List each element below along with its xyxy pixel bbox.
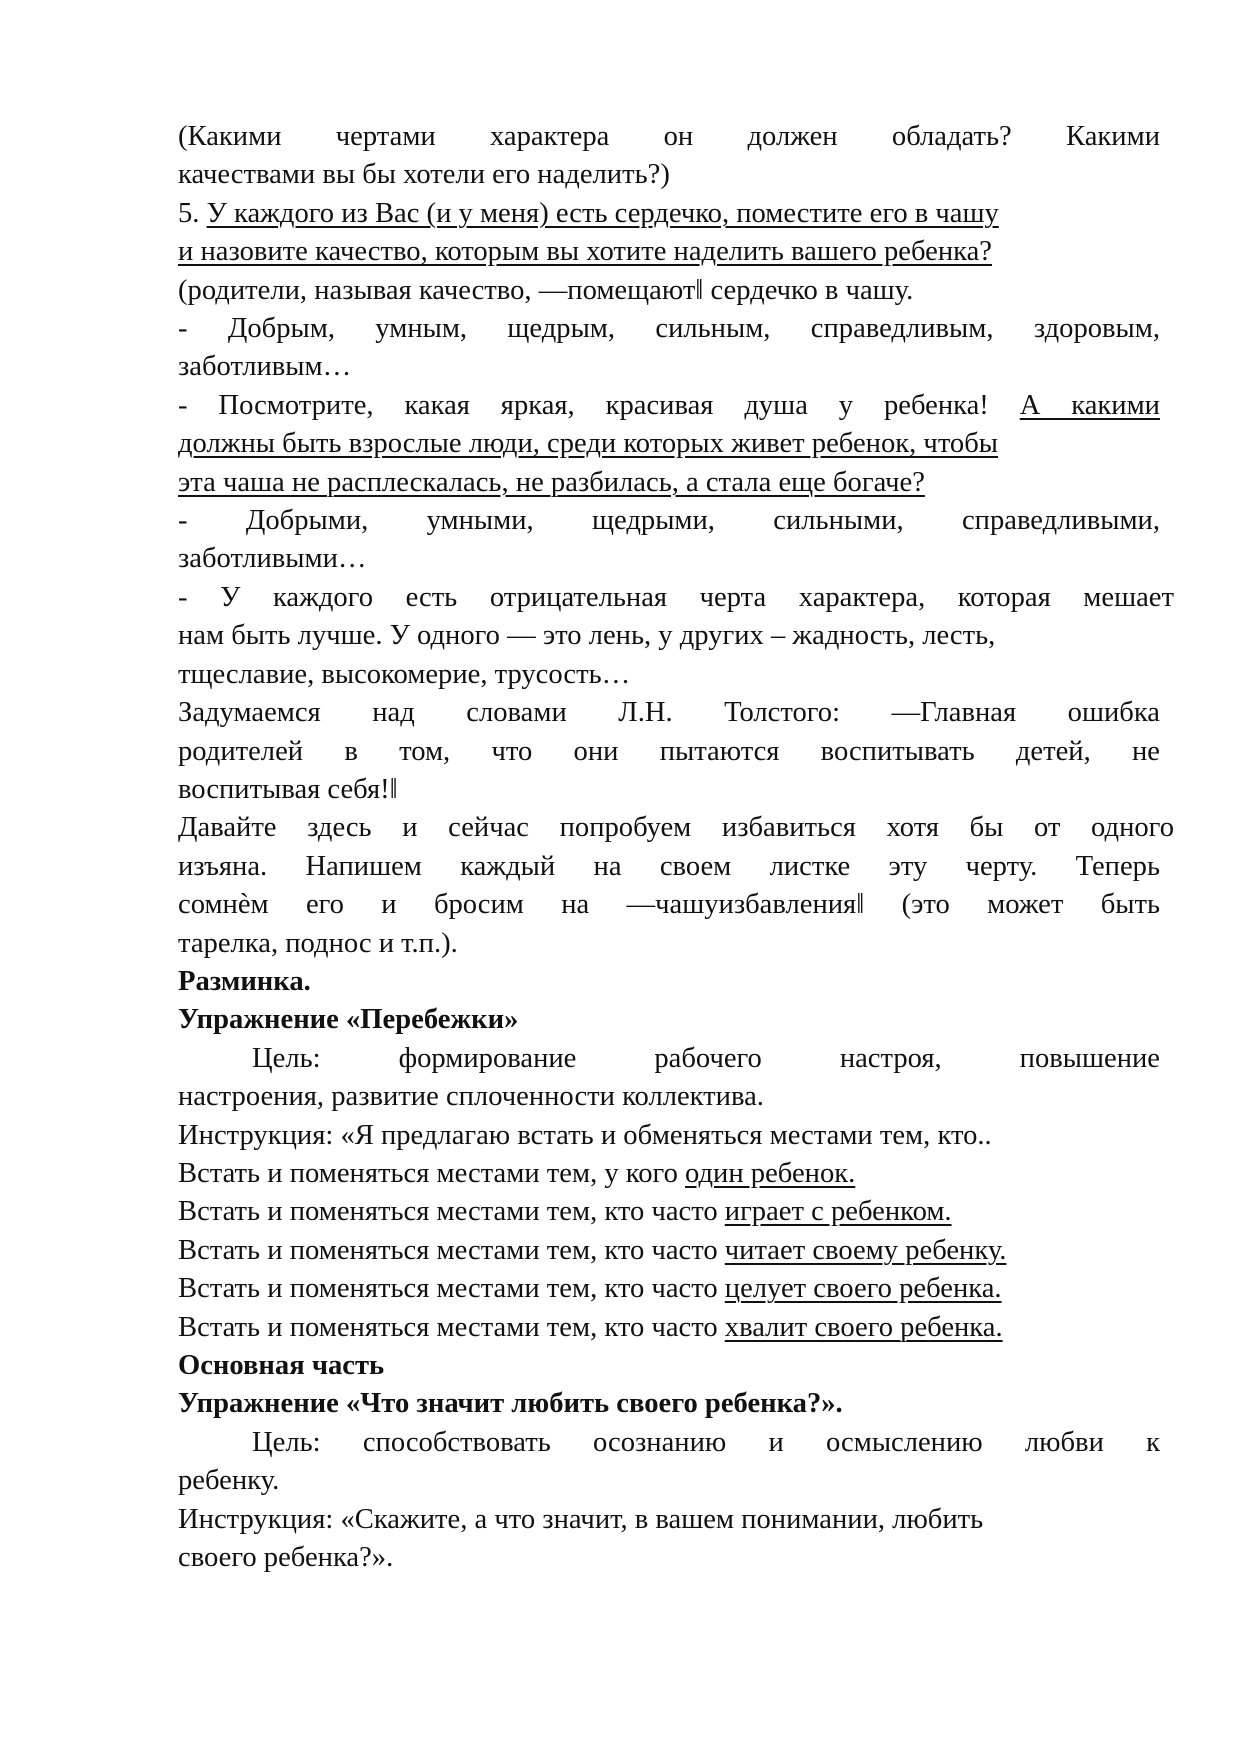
- underlined-question: должны быть взрослые люди, среди которых живет ребенок, чтобы: [178, 428, 998, 460]
- underlined-question: У каждого из Вас (и у меня) есть сердечко, поместите его в чашу: [206, 197, 999, 229]
- underlined-phrase: читает своему ребенку.: [724, 1234, 1007, 1266]
- text-line: (Какими чертами характера он должен обладать? Какими: [178, 121, 1160, 152]
- underlined-question: и назовите качество, которым вы хотите наделить вашего ребенка?: [178, 236, 992, 268]
- text-line: (родители, называя качество, ―помещают‖ сердечко в чашу.: [178, 274, 914, 306]
- text-line: качествами вы бы хотели его наделить?): [178, 159, 670, 191]
- text-line: настроения, развитие сплоченности коллектива.: [178, 1081, 764, 1113]
- underlined-phrase: хвалит своего ребенка.: [724, 1311, 1003, 1343]
- underlined-question: эта чаша не расплескалась, не разбилась, а стала еще богаче?: [178, 466, 925, 498]
- exercise-heading: Упражнение «Перебежки»: [178, 1004, 519, 1036]
- text-line: - Добрыми, умными, щедрыми, сильными, справедливыми,: [178, 505, 1160, 537]
- plain-text: Встать и поменяться местами тем, кто часто: [178, 1273, 725, 1305]
- text-line: родителей в том, что они пытаются воспитывать детей, не: [178, 735, 1160, 767]
- text-line: Давайте здесь и сейчас попробуем избавиться хотя бы от одного: [178, 812, 1174, 844]
- text-line: - Добрым, умным, щедрым, сильным, справедливым, здоровым,: [178, 313, 1160, 345]
- text-line: изъяна. Напишем каждый на своем листке эту черту. Теперь: [178, 850, 1160, 882]
- plain-text: - Посмотрите, какая яркая, красивая душа у ребенка!: [178, 389, 1020, 421]
- underlined-phrase: один ребенок.: [685, 1157, 856, 1189]
- exercise-heading: Упражнение «Что значит любить своего ребенка?».: [178, 1388, 843, 1420]
- text-line: Инструкция: «Я предлагаю встать и обменяться местами тем, кто..: [178, 1119, 992, 1151]
- text-line: своего ребенка?».: [178, 1542, 394, 1574]
- plain-text: Встать и поменяться местами тем, у кого: [178, 1157, 686, 1189]
- underlined-phrase: целует своего ребенка.: [724, 1273, 1002, 1305]
- text-line: тщеславие, высокомерие, трусость…: [178, 658, 631, 690]
- plain-text: Встать и поменяться местами тем, кто часто: [178, 1311, 725, 1343]
- text-line: нам быть лучше. У одного — это лень, у других – жадность, лесть,: [178, 620, 996, 652]
- text-line: [178, 233, 1160, 271]
- list-item: [178, 1193, 1160, 1231]
- text-line: заботливыми…: [178, 543, 367, 575]
- underlined-phrase: играет с ребенком.: [724, 1196, 952, 1228]
- text-line: Инструкция: «Скажите, а что значит, в вашем понимании, любить: [178, 1503, 984, 1535]
- text-line: Задумаемся над словами Л.Н. Толстого: ―Главная ошибка: [178, 697, 1160, 729]
- text-line: [178, 387, 1160, 425]
- section-heading: Основная часть: [178, 1350, 385, 1381]
- text-line: ребенку.: [178, 1465, 280, 1497]
- text-line: тарелка, поднос и т.п.).: [178, 927, 458, 959]
- text-line: - У каждого есть отрицательная черта характера, которая мешает: [178, 581, 1174, 613]
- text-line: воспитывая себя!‖: [178, 773, 398, 805]
- underlined-question: А какими: [1019, 389, 1160, 421]
- section-heading: Разминка.: [178, 965, 311, 997]
- plain-text: Встать и поменяться местами тем, кто часто: [178, 1234, 725, 1266]
- list-item: [178, 1232, 1160, 1270]
- text-line: Цель: способствовать осознанию и осмыслению любви к: [252, 1426, 1160, 1458]
- list-item: [178, 1270, 1160, 1308]
- text-line: сомнѐм его и бросим на ―чашуизбавления‖ (это может быть: [178, 889, 1160, 921]
- list-item: [178, 1155, 1160, 1193]
- plain-text: Встать и поменяться местами тем, кто часто: [178, 1196, 725, 1228]
- text-line: [178, 464, 1160, 502]
- text-line: [178, 195, 1160, 233]
- text-line: [178, 425, 1160, 463]
- list-item: [178, 1309, 1160, 1347]
- list-number: 5.: [178, 197, 207, 229]
- text-line: Цель: формирование рабочего настроя, повышение: [252, 1042, 1160, 1074]
- text-line: заботливым…: [178, 351, 352, 383]
